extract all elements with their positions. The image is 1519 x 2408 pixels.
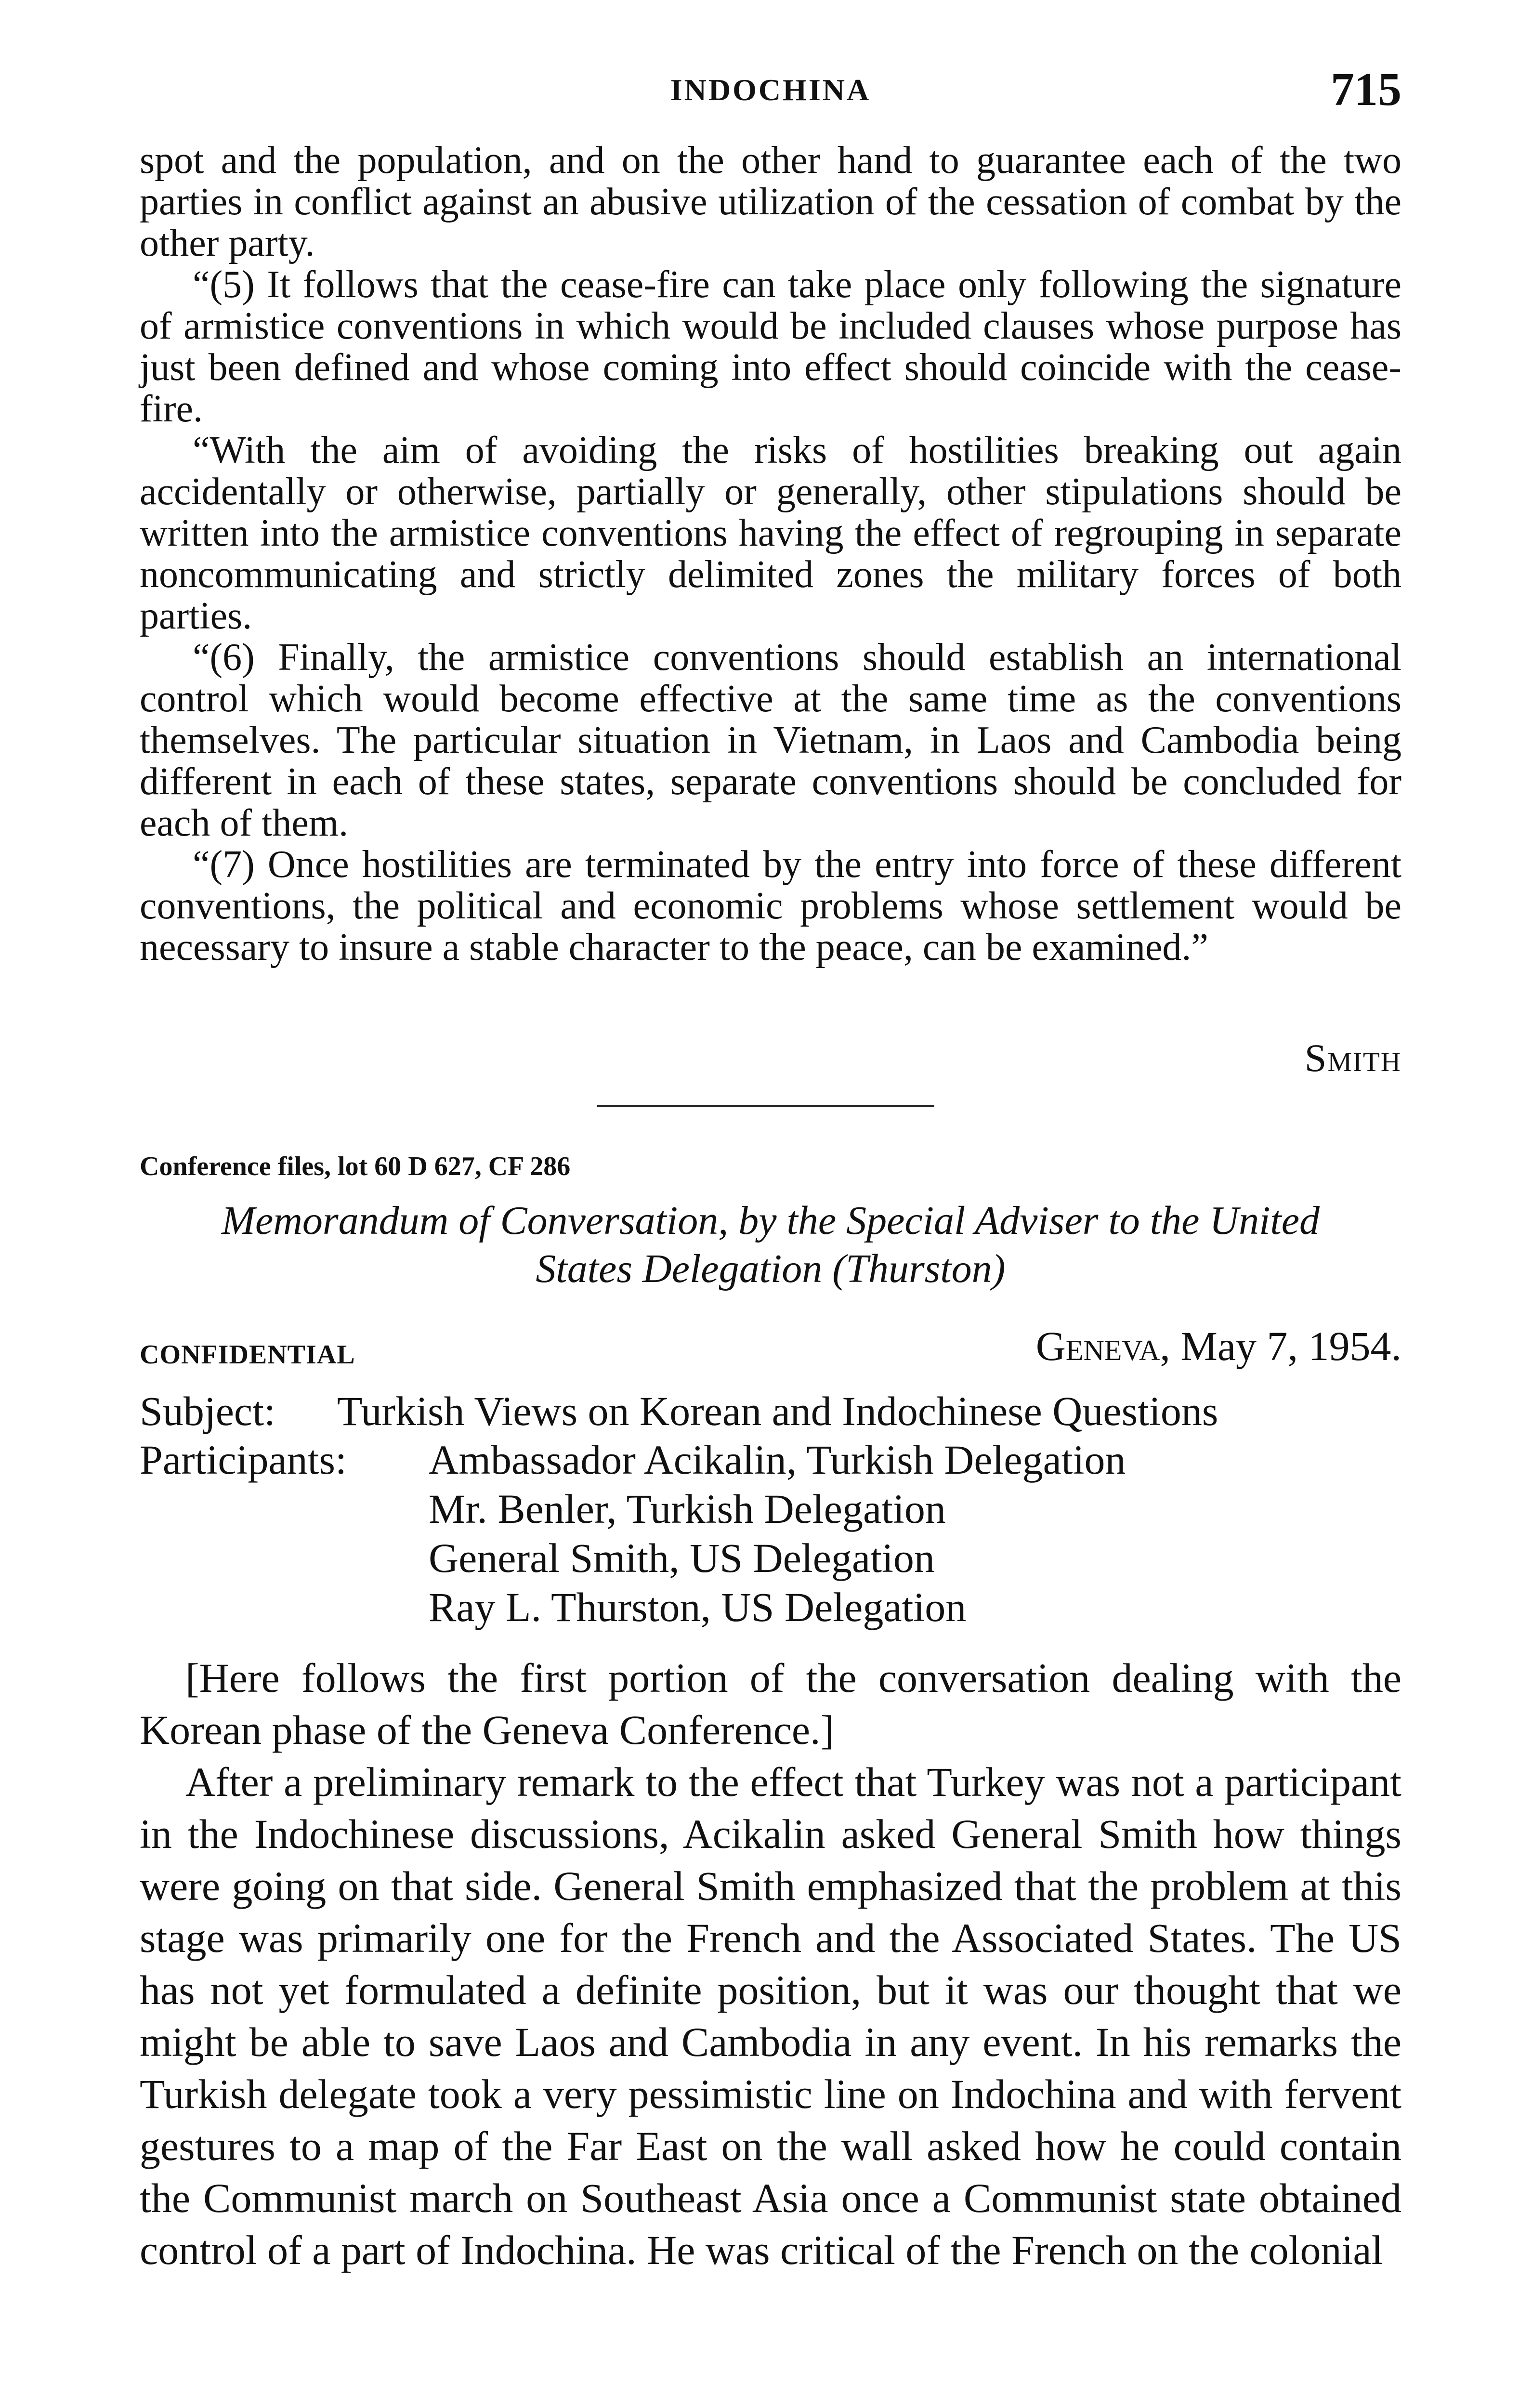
dateline-place: Geneva,	[1035, 1323, 1170, 1369]
classification-marking: CONFIDENTIAL	[140, 1340, 355, 1370]
participants-label: Participants:	[140, 1437, 347, 1483]
section-divider	[597, 1105, 934, 1107]
running-header	[140, 63, 1401, 116]
running-title: INDOCHINA	[670, 73, 871, 107]
participant: Ray L. Thurston, US Delegation	[429, 1584, 967, 1630]
continuation-text	[140, 140, 1401, 968]
paragraph: “(5) It follows that the cease-fire can take place only following the signature of armistice conventions in which would be included clauses whose purpose has just been defined and whose coming into effect should coincide with the cease-fire.	[140, 263, 1401, 430]
paragraph: spot and the population, and on the other hand to guarantee each of the two parties in conflict against an abusive utilization of the cessation of combat by the other party.	[140, 139, 1401, 264]
paragraph: After a preliminary remark to the effect that Turkey was not a participant in the Indochinese discussions, Acikalin asked General Smith how things were going on that side. General Smith emphasized that the problem at this stage was primarily one for the French and the Associated States. The US has not yet formulated a definite position, but it was our thought that we might be able to save Laos and Cambodia in any event. In his remarks the Turkish delegate took a very pessimistic line on Indochina and with fervent gestures to a map of the Far East on the wall asked how he could contain the Communist march on Southeast Asia once a Communist state obtained control of a part of Indochina. He was critical of the French on the colonial	[140, 1759, 1401, 2273]
paragraph: “(7) Once hostilities are terminated by the entry into force of these different conventions, the political and economic problems whose settlement would be necessary to insure a stable character to the peace, can be examined.”	[140, 843, 1401, 968]
participant: Ambassador Acikalin, Turkish Delegation	[429, 1437, 1126, 1483]
source-note: Conference files, lot 60 D 627, CF 286	[140, 1152, 571, 1181]
page-number: 715	[1331, 64, 1401, 116]
document-title-line-1: Memorandum of Conversation, by the Special Adviser to the United	[221, 1198, 1320, 1243]
memorandum-body	[140, 1652, 1401, 2276]
participant: Mr. Benler, Turkish Delegation	[429, 1486, 946, 1532]
classification-dateline-row	[140, 1322, 1401, 1370]
signature: Smith	[1304, 1036, 1401, 1080]
subject-text: Turkish Views on Korean and Indochinese Questions	[337, 1388, 1218, 1434]
paragraph: [Here follows the first portion of the conversation dealing with the Korean phase of the Geneva Conference.]	[140, 1655, 1401, 1753]
dateline	[1036, 1322, 1401, 1370]
participants-list	[429, 1435, 1126, 1632]
subject-line	[140, 1387, 1401, 1435]
subject-label: Subject:	[140, 1388, 275, 1434]
participant: General Smith, US Delegation	[429, 1535, 935, 1581]
paragraph: “(6) Finally, the armistice conventions should establish an international control which would become effective at the same time as the conventions themselves. The particular situation in Vietnam, in Laos and Cambodia being different in each of these states, separate conventions should be concluded for each of them.	[140, 636, 1401, 844]
dateline-date: May 7, 1954.	[1170, 1323, 1401, 1369]
document-title-line-2: States Delegation (Thurston)	[536, 1246, 1006, 1291]
document-title	[140, 1197, 1401, 1293]
paragraph: “With the aim of avoiding the risks of hostilities breaking out again accidentally or otherwise, partially or generally, other stipulations should be written into the armistice conventions having the effect of regrouping in separate noncommunicating and strictly delimited zones the military forces of both parties.	[140, 429, 1401, 637]
